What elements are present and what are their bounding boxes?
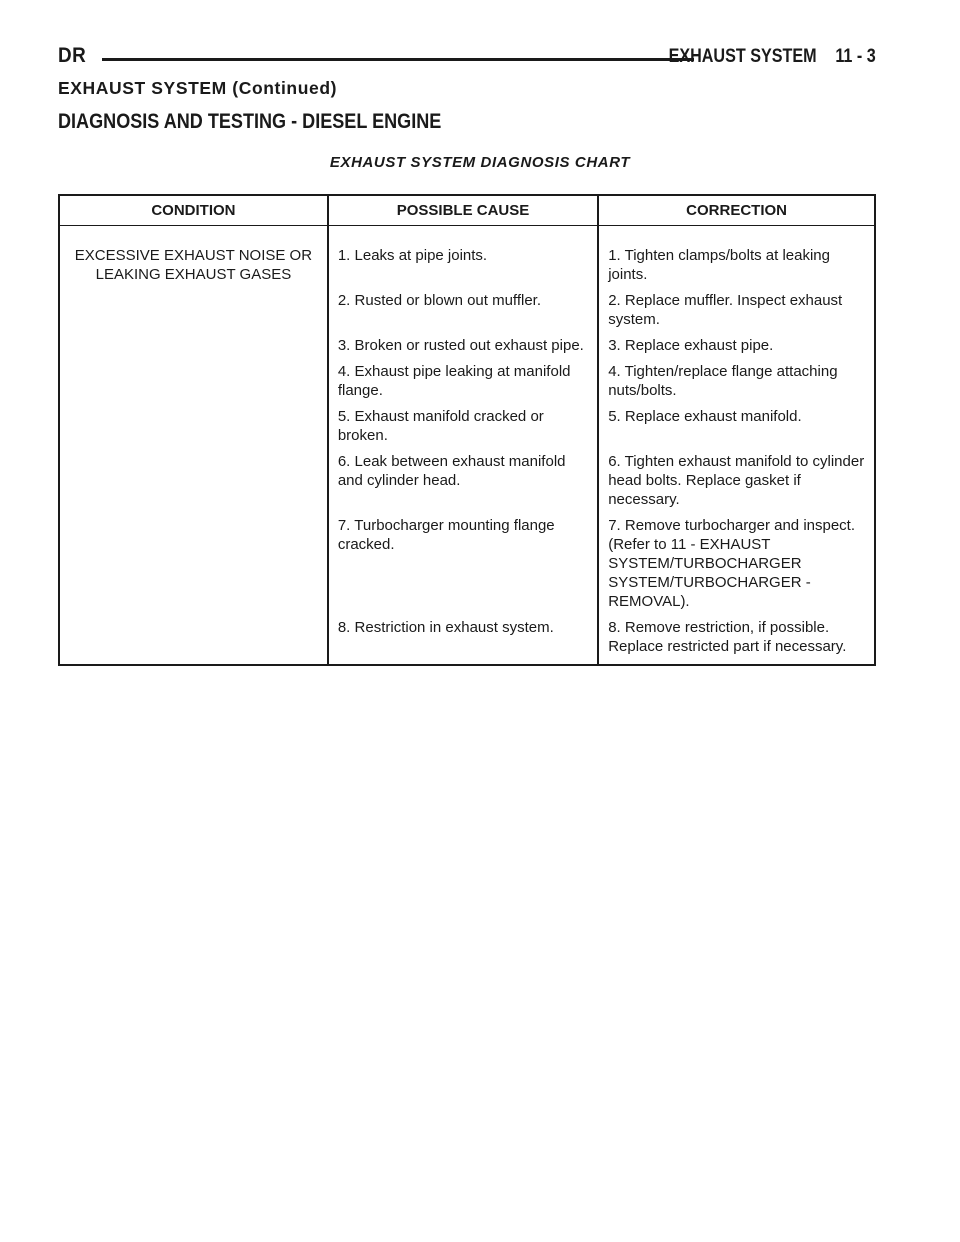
diagnosis-table [58,194,876,666]
continued-heading: EXHAUST SYSTEM (Continued) [58,78,338,98]
header-section-title [669,46,876,68]
correction-cell: 7. Remove turbocharger and inspect. (Refer to 11 - EXHAUST SYSTEM/TURBOCHARGER SYSTEM/TURBOCHARGER - REMOVAL). [598,512,875,614]
header-model-code: DR [58,44,87,67]
column-header-cause: POSSIBLE CAUSE [328,195,598,226]
cause-cell: 4. Exhaust pipe leaking at manifold flange. [328,358,598,403]
column-header-correction: CORRECTION [598,195,875,226]
cause-cell: 2. Rusted or blown out muffler. [328,287,598,332]
column-header-condition: CONDITION [59,195,328,226]
cause-cell: 3. Broken or rusted out exhaust pipe. [328,332,598,358]
correction-cell: 8. Remove restriction, if possible. Replace restricted part if necessary. [598,614,875,665]
correction-cell: 1. Tighten clamps/bolts at leaking joints. [598,226,875,288]
header-page-number: 11 - 3 [835,46,876,67]
table-header-row [59,195,875,226]
cause-cell: 1. Leaks at pipe joints. [328,226,598,288]
table-row [59,226,875,288]
header-section-name: EXHAUST SYSTEM [668,46,817,67]
correction-cell: 3. Replace exhaust pipe. [598,332,875,358]
chart-title: EXHAUST SYSTEM DIAGNOSIS CHART [329,154,631,171]
correction-cell: 6. Tighten exhaust manifold to cylinder head bolts. Replace gasket if necessary. [598,448,875,512]
header-rule [102,58,694,61]
page-header [58,44,876,74]
table-body [59,226,875,666]
section-heading: DIAGNOSIS AND TESTING - DIESEL ENGINE [58,110,442,133]
correction-cell: 4. Tighten/replace flange attaching nuts/bolts. [598,358,875,403]
condition-cell: EXCESSIVE EXHAUST NOISE OR LEAKING EXHAUST GASES [59,226,328,666]
cause-cell: 8. Restriction in exhaust system. [328,614,598,665]
correction-cell: 2. Replace muffler. Inspect exhaust system. [598,287,875,332]
cause-cell: 7. Turbocharger mounting flange cracked. [328,512,598,614]
cause-cell: 6. Leak between exhaust manifold and cylinder head. [328,448,598,512]
cause-cell: 5. Exhaust manifold cracked or broken. [328,403,598,448]
correction-cell: 5. Replace exhaust manifold. [598,403,875,448]
